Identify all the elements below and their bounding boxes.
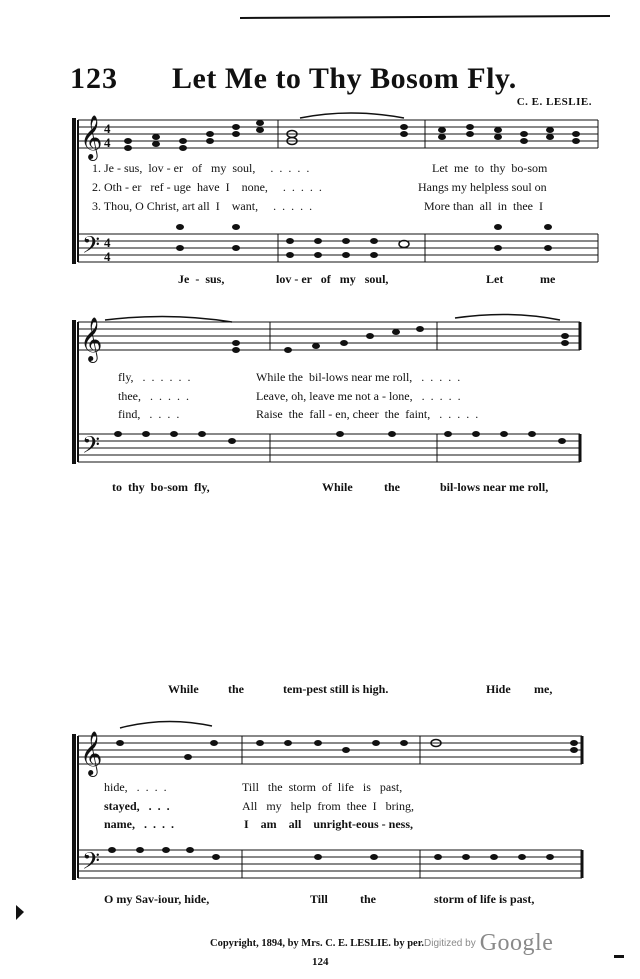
- copyright-notice: Copyright, 1894, by Mrs. C. E. LESLIE. by per.: [210, 938, 425, 949]
- verse2-line-b: Hangs my helpless soul on: [418, 180, 547, 194]
- verse3-line2-a: find, . . . .: [118, 407, 180, 421]
- bass-words-3c: the: [360, 892, 376, 906]
- verse3-line3-b: I am all unright-eous - ness,: [244, 817, 414, 831]
- bass-words-3d: storm of life is past,: [434, 892, 535, 906]
- verse3-line-a: 3. Thou, O Christ, art all I want, . . . . .: [92, 199, 313, 213]
- svg-text:𝄞: 𝄞: [80, 319, 103, 361]
- bass-words-3-above-b: the: [228, 682, 244, 696]
- verse3-line-b: More than all in thee I: [424, 199, 543, 213]
- digitized-by-label: Digitized by: [424, 938, 476, 949]
- verse1-line-a: 1. Je - sus, lov - er of my soul, . . . . .: [92, 161, 310, 175]
- verse3-line2-b: Raise the fall - en, cheer the faint, . . . . .: [256, 407, 479, 421]
- verse2-line3-a: stayed, . . .: [104, 799, 170, 813]
- svg-text:𝄢: 𝄢: [82, 849, 101, 880]
- system3-bass-staff: [78, 850, 582, 878]
- bass-words-3-above-d: Hide: [486, 682, 511, 696]
- svg-text:4: 4: [104, 135, 111, 150]
- google-logo-text: Google: [479, 930, 554, 956]
- svg-text:4: 4: [104, 235, 111, 250]
- digitized-by-watermark: [424, 930, 553, 957]
- bass-words-2c: the: [384, 480, 400, 494]
- bass-words-3b: Till: [310, 892, 328, 906]
- bass-words-2a: to thy bo-som fly,: [112, 480, 210, 494]
- page-number: 124: [312, 956, 329, 968]
- verse2-line2-a: thee, . . . . .: [118, 389, 189, 403]
- svg-text:𝄞: 𝄞: [80, 117, 103, 159]
- bass-words-2d: bil-lows near me roll,: [440, 480, 549, 494]
- bass-words-2b: While: [322, 480, 353, 494]
- verse1-line2-b: While the bil-lows near me roll, . . . . .: [256, 370, 461, 384]
- svg-text:𝄞: 𝄞: [80, 733, 103, 775]
- bass-words-3a: O my Sav-iour, hide,: [104, 892, 210, 906]
- verse2-line2-b: Leave, oh, leave me not a - lone, . . . . .: [256, 389, 461, 403]
- bass-words-1d: me: [540, 272, 556, 286]
- bass-words-1b: lov - er of my soul,: [276, 272, 389, 286]
- system2-bass-staff: [78, 434, 580, 462]
- hymn-number: 123: [70, 62, 118, 95]
- verse3-line3-a: name, . . . .: [104, 817, 174, 831]
- verse2-line-a: 2. Oth - er ref - uge have I none, . . . . .: [92, 180, 322, 194]
- hymn-title: Let Me to Thy Bosom Fly.: [172, 62, 517, 95]
- system2-treble-staff: [78, 322, 580, 350]
- verse1-line2-a: fly, . . . . . .: [118, 370, 191, 384]
- bass-words-3-above-e: me,: [534, 682, 553, 696]
- bass-words-1a: Je - sus,: [178, 272, 225, 286]
- system3-treble-staff: [78, 736, 582, 764]
- verse1-line3-a: hide, . . . .: [104, 780, 167, 794]
- system1-bass-staff: [78, 234, 598, 262]
- svg-text:𝄢: 𝄢: [82, 433, 101, 464]
- bass-words-3-above-c: tem-pest still is high.: [283, 682, 389, 696]
- svg-text:4: 4: [104, 121, 111, 136]
- composer-credit: C. E. LESLIE.: [516, 96, 592, 108]
- verse1-line-b: Let me to thy bo-som: [432, 161, 548, 175]
- svg-text:𝄢: 𝄢: [82, 233, 101, 264]
- bass-words-3-above-a: While: [168, 682, 199, 696]
- bass-words-1c: Let: [486, 272, 504, 286]
- svg-text:4: 4: [104, 249, 111, 264]
- verse2-line3-b: All my help from thee I bring,: [242, 799, 414, 813]
- verse1-line3-b: Till the storm of life is past,: [242, 780, 403, 794]
